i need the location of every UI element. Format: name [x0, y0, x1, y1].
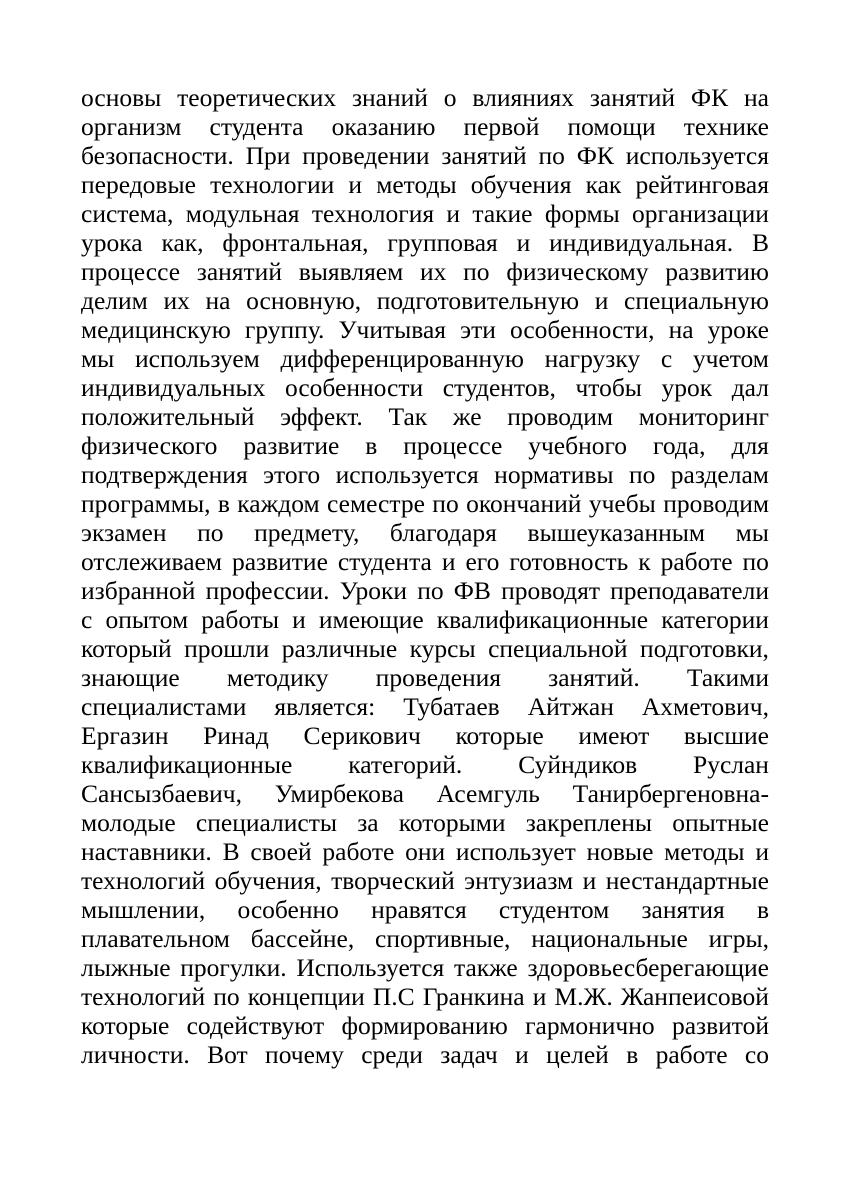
- text-line: [81, 315, 769, 344]
- word: его: [465, 547, 500, 576]
- word: используем: [134, 344, 260, 373]
- word: влияниях: [472, 83, 574, 112]
- word: передовые: [81, 170, 196, 199]
- word: программы,: [81, 489, 211, 518]
- word: Гранкина: [422, 982, 525, 1011]
- word: развитой: [671, 1011, 769, 1040]
- word: П.С: [372, 982, 415, 1011]
- word: категорий.: [348, 750, 463, 779]
- word: Руслан: [693, 750, 769, 779]
- word: технике: [683, 112, 769, 141]
- word: уроке: [707, 315, 769, 344]
- word: работе: [655, 1040, 728, 1069]
- word: Танирбергеновна-: [572, 779, 769, 808]
- word: же: [452, 402, 482, 431]
- word: рейтинговая: [635, 170, 769, 199]
- text-line: [81, 808, 769, 837]
- word: прогулки.: [180, 953, 287, 982]
- word: учетом: [692, 344, 769, 373]
- word: по: [463, 257, 490, 286]
- word: безопасности.: [81, 141, 234, 170]
- word: фронтальная,: [222, 228, 369, 257]
- word: подготовки,: [640, 634, 769, 663]
- text-line: [81, 634, 769, 663]
- word: содействуют: [186, 1011, 325, 1040]
- word: физическому: [506, 257, 649, 286]
- word: выявляем: [298, 257, 404, 286]
- text-line: [81, 344, 769, 373]
- word: Учитывая: [338, 315, 447, 344]
- word: В: [222, 837, 240, 866]
- word: энтузиазм: [464, 866, 574, 895]
- word: целей: [546, 1040, 609, 1069]
- text-line: [81, 750, 769, 779]
- word: Жанпеисовой: [620, 982, 769, 1011]
- word: Ахметович,: [641, 692, 769, 721]
- word: М.Ж.: [554, 982, 613, 1011]
- word: почему: [265, 1040, 344, 1069]
- word: делим: [81, 286, 148, 315]
- word: нормативы: [494, 460, 614, 489]
- word: и: [532, 982, 547, 1011]
- word: и: [441, 547, 456, 576]
- word: технология: [311, 199, 435, 228]
- word: творческий: [331, 866, 455, 895]
- word: в: [365, 431, 378, 460]
- text-line: [81, 170, 769, 199]
- word: с: [81, 605, 93, 634]
- word: работы: [201, 605, 280, 634]
- word: они: [405, 837, 446, 866]
- word: используется: [625, 141, 769, 170]
- word: имеющие: [318, 605, 424, 634]
- text-line: [81, 605, 769, 634]
- word: которые: [81, 1011, 170, 1040]
- word: Тубатаев: [403, 692, 500, 721]
- text-line: [81, 547, 769, 576]
- word: система,: [81, 199, 174, 228]
- word: по: [538, 141, 565, 170]
- text-line: [81, 112, 769, 141]
- word: избранной: [81, 576, 196, 605]
- word: этого: [263, 460, 321, 489]
- text-line: [81, 1011, 769, 1040]
- word: знающие: [81, 663, 180, 692]
- word: ФК: [690, 83, 729, 112]
- word: на: [205, 286, 231, 315]
- word: здоровьесберегающие: [527, 953, 769, 982]
- word: занятий: [196, 257, 282, 286]
- word: по: [197, 518, 224, 547]
- word: обучения: [470, 170, 572, 199]
- word: Вот: [207, 1040, 248, 1069]
- word: занятий: [441, 141, 527, 170]
- word: экзамен: [81, 518, 167, 547]
- word: специалисты: [195, 808, 337, 837]
- word: как,: [161, 228, 204, 257]
- word: и: [582, 866, 597, 895]
- word: квалификационные: [436, 605, 649, 634]
- word: занятий: [589, 83, 676, 112]
- word: Айтжан: [527, 692, 614, 721]
- word: урока: [81, 228, 143, 257]
- word: в: [626, 1040, 639, 1069]
- word: мышлении,: [81, 895, 206, 924]
- word: эти: [460, 315, 496, 344]
- word: гармонично: [525, 1011, 655, 1040]
- word: профессии.: [205, 576, 330, 605]
- word: учебы: [588, 489, 656, 518]
- text-line: [81, 141, 769, 170]
- text-line: [81, 692, 769, 721]
- word: особенности: [284, 373, 424, 402]
- word: специальной: [488, 634, 628, 663]
- word: задач: [440, 1040, 498, 1069]
- text-line: [81, 257, 769, 286]
- word: окончаний: [466, 489, 582, 518]
- word: как: [585, 170, 622, 199]
- word: плавательном: [81, 924, 230, 953]
- word: Ринад: [203, 721, 269, 750]
- text-line: [81, 837, 769, 866]
- word: специальную: [624, 286, 769, 315]
- word: основы: [81, 83, 162, 112]
- word: Такими: [686, 663, 769, 692]
- word: Уроки: [339, 576, 408, 605]
- word: по: [213, 982, 240, 1011]
- word: высшие: [683, 721, 769, 750]
- text-line: [81, 83, 769, 112]
- word: первой: [463, 112, 540, 141]
- word: особенно: [237, 895, 339, 924]
- word: Ергазин: [81, 721, 169, 750]
- word: знаний: [351, 83, 428, 112]
- word: проводят: [501, 576, 600, 605]
- word: положительный: [81, 402, 255, 431]
- text-line: [81, 460, 769, 489]
- word: и: [446, 199, 461, 228]
- word: которыми: [398, 808, 506, 837]
- word: индивидуальных: [81, 373, 266, 402]
- word: методику: [226, 663, 329, 692]
- word: особенности,: [509, 315, 655, 344]
- word: и: [516, 228, 531, 257]
- word: также: [453, 953, 518, 982]
- word: их: [163, 286, 190, 315]
- word: лыжные: [81, 953, 171, 982]
- word: мониторинг: [638, 402, 769, 431]
- word: новые: [586, 837, 654, 866]
- word: работе: [322, 837, 395, 866]
- word: преподаватели: [610, 576, 769, 605]
- text-line: [81, 402, 769, 431]
- text-line: [81, 1040, 769, 1069]
- word: наставники.: [81, 837, 212, 866]
- word: мы: [81, 344, 115, 373]
- word: курсы: [409, 634, 476, 663]
- word: концепции: [247, 982, 365, 1011]
- word: предмету,: [254, 518, 360, 547]
- word: игры,: [708, 924, 769, 953]
- word: квалификационные: [81, 750, 293, 779]
- text-line: [81, 721, 769, 750]
- word: чтобы: [575, 373, 642, 402]
- word: ФВ: [453, 576, 491, 605]
- word: по: [417, 576, 444, 605]
- text-line: [81, 286, 769, 315]
- word: медицинскую: [81, 315, 231, 344]
- word: года,: [653, 431, 706, 460]
- word: используется: [335, 460, 479, 489]
- word: для: [731, 431, 769, 460]
- word: Используется: [296, 953, 445, 982]
- word: Так: [388, 402, 428, 431]
- word: о: [443, 83, 457, 112]
- word: подтверждения: [81, 460, 248, 489]
- word: спортивные,: [375, 924, 511, 953]
- word: формированию: [341, 1011, 508, 1040]
- word: отслеживаем: [81, 547, 222, 576]
- word: теоретических: [177, 83, 337, 112]
- word: каждом: [237, 489, 320, 518]
- word: групповая: [387, 228, 498, 257]
- word: и: [292, 605, 306, 634]
- word: нравятся: [371, 895, 467, 924]
- word: студента: [209, 112, 304, 141]
- text-line: [81, 953, 769, 982]
- word: такие: [472, 199, 533, 228]
- word: развитие: [243, 431, 340, 460]
- text-line: [81, 663, 769, 692]
- word: занятия: [641, 895, 725, 924]
- word: помощи: [567, 112, 656, 141]
- word: организации: [632, 199, 769, 228]
- word: мы: [735, 518, 769, 547]
- word: использует: [455, 837, 576, 866]
- text-line: [81, 373, 769, 402]
- word: В: [751, 228, 769, 257]
- word: работе: [660, 547, 733, 576]
- word: студентом: [498, 895, 610, 924]
- word: среди: [361, 1040, 423, 1069]
- word: проводим: [507, 402, 614, 431]
- word: и: [348, 170, 363, 199]
- word: нагрузку: [544, 344, 641, 373]
- text-line: [81, 779, 769, 808]
- word: разделам: [670, 460, 769, 489]
- word: процессе: [403, 431, 503, 460]
- word: на: [668, 315, 694, 344]
- word: за: [357, 808, 379, 837]
- word: методы: [376, 170, 457, 199]
- word: бассейне,: [250, 924, 355, 953]
- word: которые: [455, 721, 544, 750]
- word: в: [756, 895, 769, 924]
- word: категории: [661, 605, 769, 634]
- word: основную,: [246, 286, 362, 315]
- word: учебного: [528, 431, 628, 460]
- word: опытные: [672, 808, 769, 837]
- word: к: [638, 547, 651, 576]
- word: вышеуказанным: [527, 518, 706, 547]
- word: с: [660, 344, 673, 373]
- word: нестандартные: [605, 866, 769, 895]
- word: развитию: [665, 257, 769, 286]
- text-line: [81, 576, 769, 605]
- text-line: [81, 518, 769, 547]
- word: ФК: [576, 141, 614, 170]
- word: по: [432, 489, 459, 518]
- word: в: [217, 489, 230, 518]
- word: обучения,: [214, 866, 322, 895]
- word: который: [81, 634, 172, 663]
- word: технологий: [81, 866, 206, 895]
- word: своей: [250, 837, 312, 866]
- word: на: [743, 83, 769, 112]
- word: по: [628, 460, 656, 489]
- word: дал: [731, 373, 769, 402]
- word: прошли: [184, 634, 270, 663]
- text-line: [81, 982, 769, 1011]
- word: по: [742, 547, 769, 576]
- word: со: [744, 1040, 769, 1069]
- word: физического: [81, 431, 218, 460]
- word: имеют: [578, 721, 650, 750]
- word: эффект.: [280, 402, 363, 431]
- word: процессе: [81, 257, 181, 286]
- word: и: [755, 837, 769, 866]
- word: семестре: [327, 489, 425, 518]
- word: урок: [661, 373, 713, 402]
- word: национальные: [531, 924, 688, 953]
- text-line: [81, 489, 769, 518]
- word: методы: [664, 837, 745, 866]
- word: личности.: [81, 1040, 190, 1069]
- word: специалистами: [81, 692, 247, 721]
- word: и: [594, 286, 609, 315]
- word: опытом: [105, 605, 189, 634]
- text-line: [81, 431, 769, 460]
- word: молодые: [81, 808, 176, 837]
- word: благодаря: [389, 518, 497, 547]
- word: формы: [544, 199, 620, 228]
- word: индивидуальная.: [549, 228, 734, 257]
- word: готовность: [509, 547, 629, 576]
- word: закреплены: [525, 808, 653, 837]
- word: различные: [281, 634, 398, 663]
- word: студента: [337, 547, 432, 576]
- word: проводим: [663, 489, 769, 518]
- word: проведения: [375, 663, 502, 692]
- word: Сансызбаевич,: [81, 779, 242, 808]
- word: Асемгуль: [436, 779, 540, 808]
- word: занятий.: [548, 663, 640, 692]
- word: организм: [81, 112, 182, 141]
- word: Серикович: [303, 721, 421, 750]
- word: их: [420, 257, 447, 286]
- word: технологии: [210, 170, 335, 199]
- word: подготовительную: [376, 286, 580, 315]
- text-line: [81, 228, 769, 257]
- word: Суйндиков: [518, 750, 638, 779]
- word: развитие: [231, 547, 328, 576]
- word: дифференцированную: [280, 344, 524, 373]
- word: технологий: [81, 982, 206, 1011]
- text-line: [81, 199, 769, 228]
- word: студентов,: [442, 373, 556, 402]
- word: модульная: [185, 199, 300, 228]
- word: Умирбекова: [274, 779, 404, 808]
- text-line: [81, 924, 769, 953]
- word: При: [245, 141, 291, 170]
- word: и: [515, 1040, 529, 1069]
- word: группу.: [244, 315, 325, 344]
- word: оказанию: [331, 112, 436, 141]
- body-text: [81, 83, 769, 1069]
- text-line: [81, 866, 769, 895]
- word: проведении: [302, 141, 430, 170]
- text-line: [81, 895, 769, 924]
- word: является:: [274, 692, 376, 721]
